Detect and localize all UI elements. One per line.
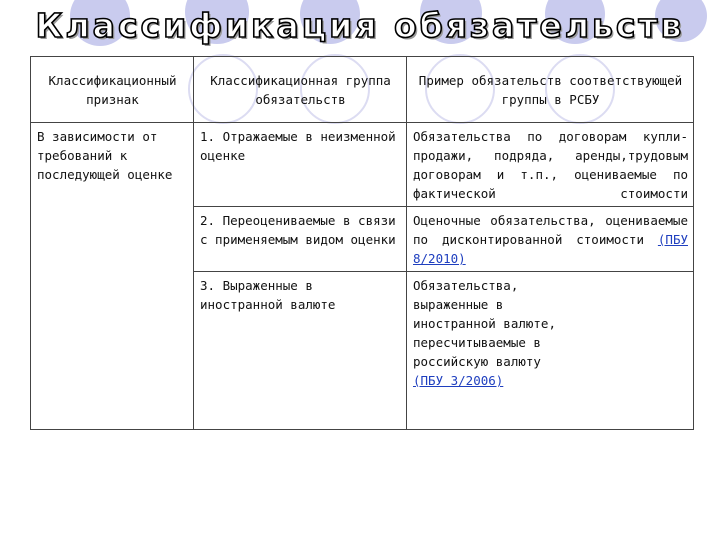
table-row (31, 123, 694, 207)
header-example: Пример обязательств соответствующей группы в РСБУ (407, 57, 694, 123)
group-cell-1: 1. Отражаемые в неизменной оценке (194, 123, 407, 207)
pbu-3-2006-link[interactable]: (ПБУ 3/2006) (413, 373, 504, 388)
group-cell-3: 3. Выраженные в иностранной валюте (194, 272, 407, 430)
page-title: Классификация обязательств (35, 6, 685, 45)
example-text-2: Оценочные обязательства, оцениваемые по дисконтированной стоимости (413, 213, 688, 247)
example-text-3: Обязательства, выраженные в иностранной валюте, пересчитываемые в российскую валюту (413, 278, 556, 369)
example-text-1: Обязательства по договорам купли-продажи, подряда, аренды,трудовым договорам и т.п., оцениваемые по фактической стоимости (413, 129, 688, 201)
example-cell-1 (407, 123, 694, 207)
example-cell-3 (407, 272, 694, 430)
pbu-8-2010-link[interactable]: (ПБУ 8/2010) (413, 232, 688, 266)
classification-table (30, 56, 694, 430)
group-cell-2: 2. Переоцениваемые в связи с применяемым видом оценки (194, 207, 407, 272)
header-group: Классификационная группа обязательств (194, 57, 407, 123)
table-header-row (31, 57, 694, 123)
header-criterion: Классификационный признак (31, 57, 194, 123)
example-cell-2 (407, 207, 694, 272)
criterion-cell: В зависимости от требований к последующей оценке (31, 123, 194, 430)
